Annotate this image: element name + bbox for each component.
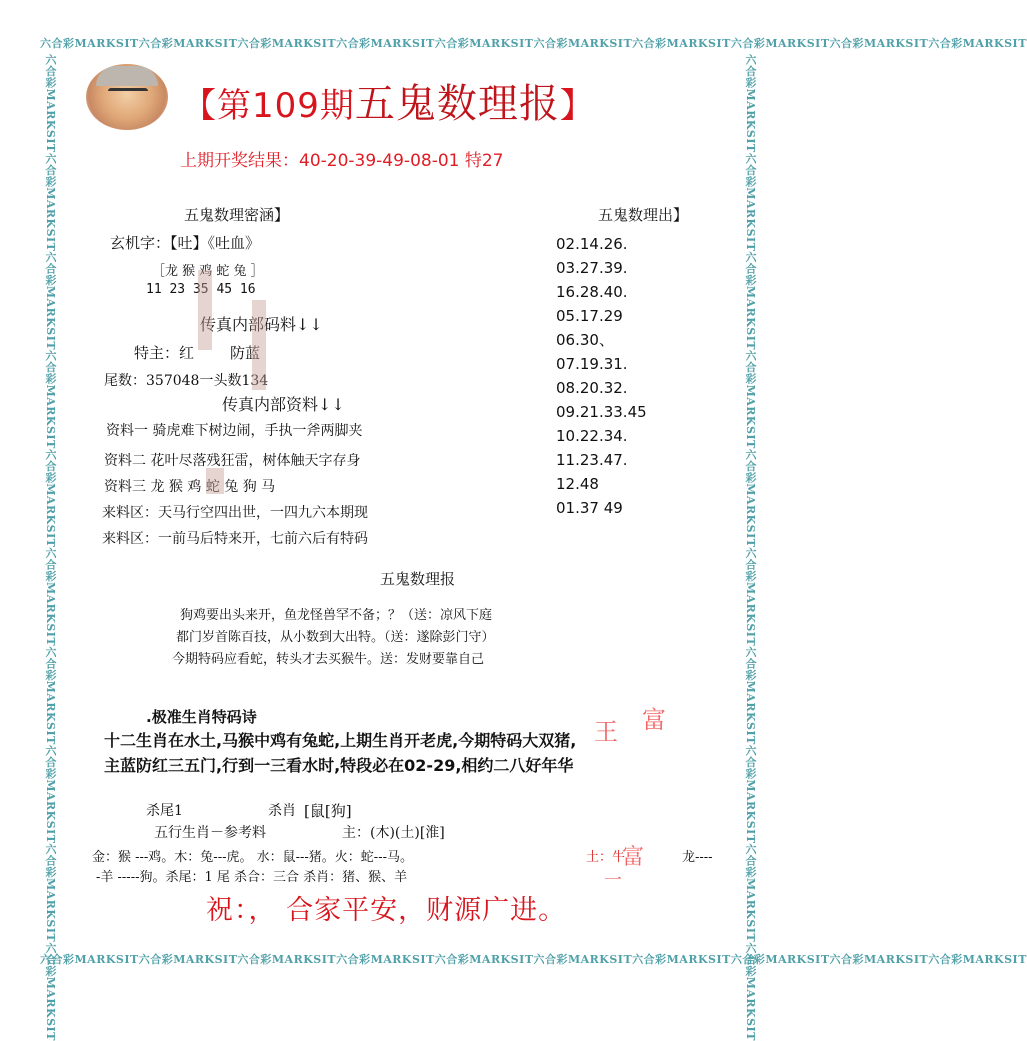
number-row: 03.27.39.	[556, 259, 628, 277]
faded-mark	[206, 468, 224, 494]
wuxing-line: 金：猴 ---鸡。木：兔---虎。 水：鼠---猪。火：蛇---马。	[92, 850, 413, 865]
report-line-1: 狗鸡要出头来开，鱼龙怪兽罕不备；？（送：凉风下庭	[180, 608, 493, 623]
fax-heading-1: 传真内部码料↓↓	[200, 315, 323, 334]
source-line-1: 来料区：天马行空四出世，一四九六本期现	[102, 505, 368, 521]
number-row: 02.14.26.	[556, 235, 628, 253]
title-open: 【第109期	[182, 86, 355, 126]
te-zhu: 特主：红	[134, 344, 195, 362]
data-line-2: 资料二 花叶尽落残狂雷，树体触天字存身	[104, 453, 361, 469]
source-line-2: 来料区：一前马后特来开，七前六后有特码	[102, 531, 368, 547]
zhu-text: 主：(木)(土)[淮]	[342, 825, 445, 841]
sha-wei: 杀尾1	[146, 803, 183, 819]
data-line-1: 资料一 骑虎难下树边闹，手执一斧两脚夹	[106, 423, 363, 439]
stamp-mark-1: 王	[594, 718, 618, 746]
number-row: 12.48	[556, 475, 599, 493]
number-row: 09.21.33.45	[556, 403, 647, 421]
long-text: 龙----	[682, 850, 713, 865]
number-row: 06.30、	[556, 331, 614, 349]
stamp-mark-4: 一	[604, 870, 622, 891]
last-result: 上期开奖结果：40-20-39-49-08-01 特27	[180, 151, 504, 171]
wuxing-title: 五行生肖－参考料	[154, 825, 266, 841]
number-row: 01.37 49	[556, 499, 623, 517]
title-close: 】	[559, 86, 595, 126]
number-list	[556, 232, 647, 520]
number-row: 05.17.29	[556, 307, 623, 325]
glasses-shape	[108, 88, 148, 101]
title-main: 五鬼数理报	[354, 81, 560, 127]
poem-title: .极准生肖特码诗	[146, 708, 257, 726]
avatar	[86, 64, 168, 130]
stamp-mark-2: 富	[642, 706, 666, 734]
fax-heading-2: 传真内部资料↓↓	[222, 395, 345, 414]
report-line-3: 今期特码应看蛇，转头才去买猴牛。送：发财要靠自己	[172, 652, 485, 667]
wuxing-extra: 土：牛	[586, 850, 626, 865]
wish-text: 祝：， 合家平安，财源广进。	[206, 895, 567, 926]
number-row: 08.20.32.	[556, 379, 628, 397]
zodiac-numbers: 11 23 35 45 16	[146, 282, 256, 297]
number-row: 16.28.40.	[556, 283, 628, 301]
zodiac-list: ［龙 猴 鸡 蛇 兔 ］	[152, 264, 264, 279]
border-top: 六合彩MARKSIT六合彩MARKSIT六合彩MARKSIT六合彩MARKSIT六合彩MARKSIT六合彩MARKSIT六合彩MARKSIT六合彩MARKSIT六合彩MARKSIT六合彩MARKSIT	[40, 37, 1027, 50]
faded-mark	[252, 300, 266, 390]
poem-line-1: 十二生肖在水土,马猴中鸡有兔蛇,上期生肖开老虎,今期特码大双猪,	[104, 731, 577, 750]
right-section-title: 五鬼数理出】	[598, 206, 689, 224]
faded-mark	[198, 270, 212, 350]
stamp-mark-3: 富	[622, 845, 645, 870]
border-bottom: 六合彩MARKSIT六合彩MARKSIT六合彩MARKSIT六合彩MARKSIT六合彩MARKSIT六合彩MARKSIT六合彩MARKSIT六合彩MARKSIT六合彩MARKSIT六合彩MARKSIT	[40, 953, 1027, 966]
wei-shu: 尾数：357048一头数134	[104, 373, 269, 389]
poem-line-2: 主蓝防红三五门,行到一三看水时,特段必在02-29,相约二八好年华	[104, 756, 574, 775]
number-row: 10.22.34.	[556, 427, 628, 445]
xuanji-text: 玄机字：【吐】《吐血》	[110, 234, 261, 252]
left-section-title: 五鬼数理密涵】	[184, 206, 290, 224]
fang-color: 防蓝	[230, 344, 261, 362]
sha-xiao-label: 杀肖	[268, 803, 296, 819]
hair-shape	[96, 66, 158, 86]
number-row: 11.23.47.	[556, 451, 628, 469]
poem-body	[104, 728, 576, 778]
data-line-3: 资料三 龙 猴 鸡 蛇 兔 狗 马	[104, 479, 276, 495]
report-line-2: 都门岁首陈百技，从小数到大出特。（送：遂除彭门守）	[176, 630, 495, 645]
border-right: 六合彩MARKSIT六合彩MARKSIT六合彩MARKSIT六合彩MARKSIT六合彩MARKSIT六合彩MARKSIT六合彩MARKSIT六合彩MARKSIT六合彩MARKSIT六合彩MARKSIT	[744, 54, 757, 1041]
page-title	[182, 72, 595, 129]
sha-xiao-value: [鼠[狗]	[304, 802, 352, 820]
number-row: 07.19.31.	[556, 355, 628, 373]
last-line: -羊 -----狗。杀尾：1 尾 杀合：三合 杀肖：猪、猴、羊	[96, 870, 408, 885]
report-title: 五鬼数理报	[380, 570, 456, 588]
border-left: 六合彩MARKSIT六合彩MARKSIT六合彩MARKSIT六合彩MARKSIT六合彩MARKSIT六合彩MARKSIT六合彩MARKSIT六合彩MARKSIT六合彩MARKSIT六合彩MARKSIT	[44, 54, 57, 1041]
